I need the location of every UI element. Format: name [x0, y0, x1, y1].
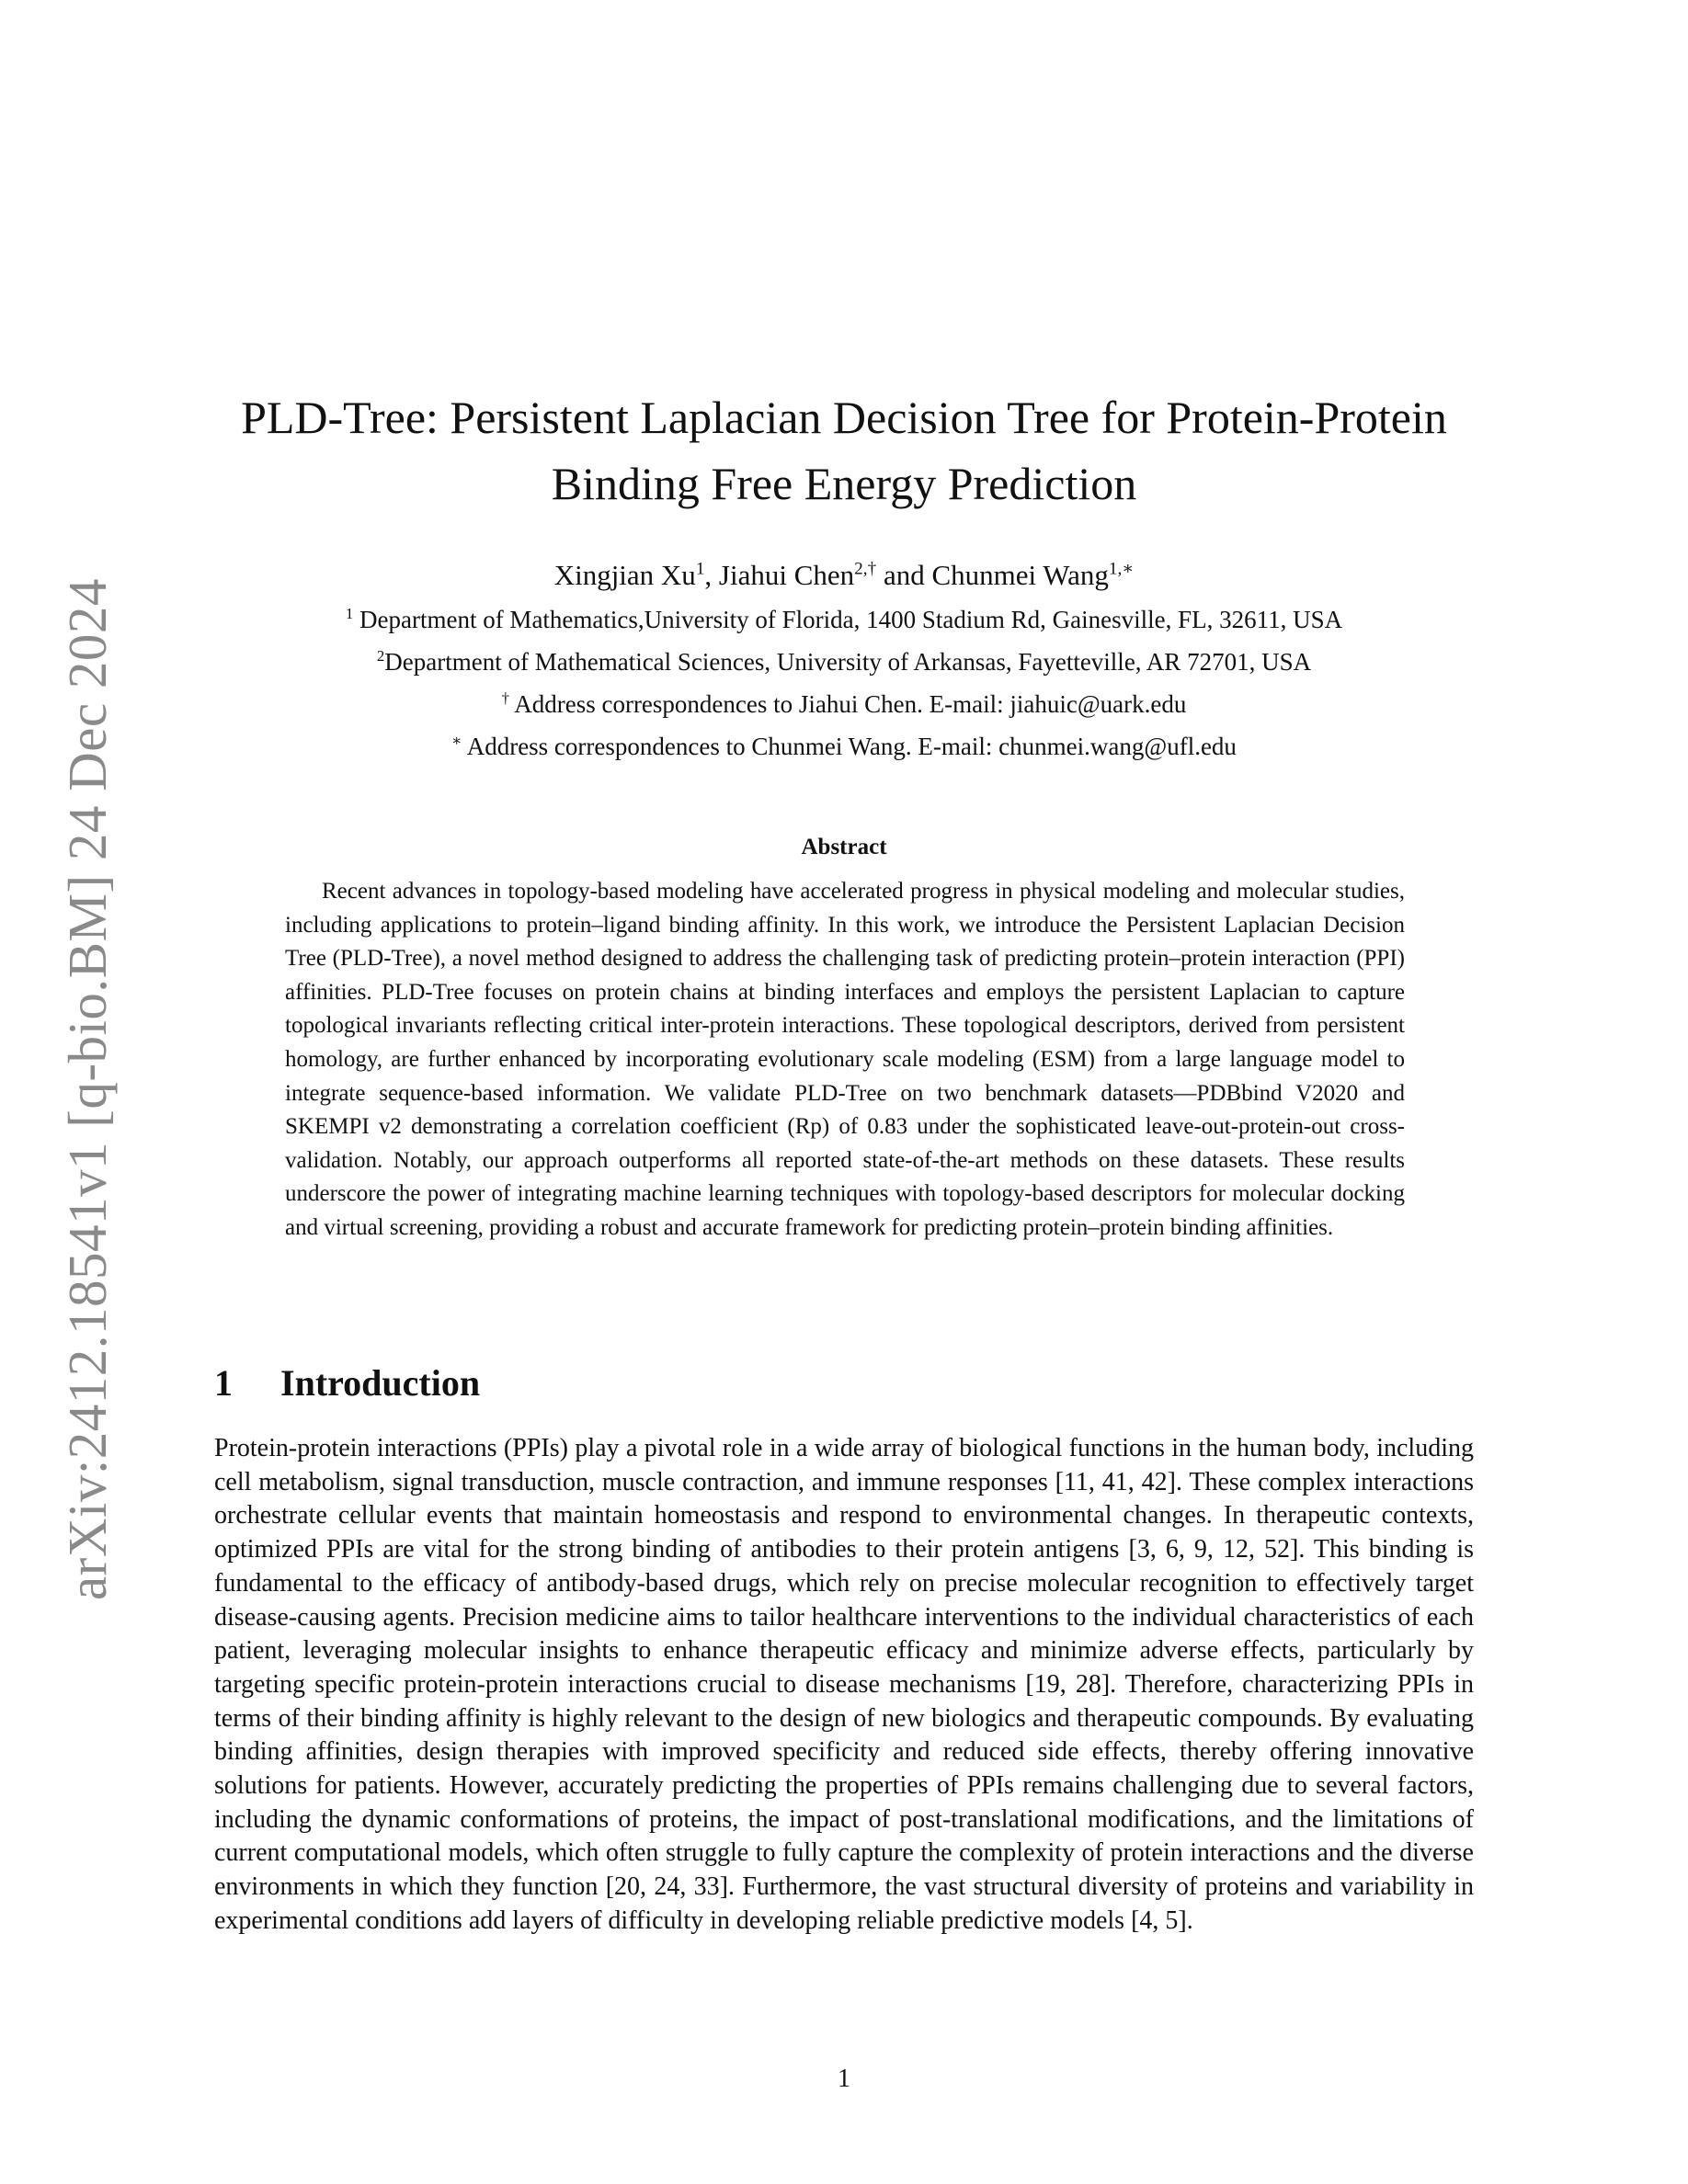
page-number: 1: [838, 2065, 850, 2093]
affiliation-mark: 1: [345, 605, 354, 622]
abstract-heading: Abstract: [801, 835, 887, 859]
correspondence-mark: ∗: [451, 732, 462, 749]
author-name: Chunmei Wang: [931, 559, 1109, 591]
arxiv-identifier-stamp: arXiv:2412.18541v1 [q-bio.BM] 24 Dec 2024: [57, 578, 118, 1600]
abstract-body: Recent advances in topology-based modeling have accelerated progress in physical modeling and molecular studies, including applications to protein–ligand binding affinity. In this work, we introduce the Persistent Laplacian Decision Tree (PLD-Tree), a novel method designed to address the challenging task of predicting protein–protein interaction (PPI) affinities. PLD-Tree focuses on protein chains at binding interfaces and employs the persistent Laplacian to capture topological invariants reflecting critical inter-protein interactions. These topological descriptors, derived from persistent homology, are further enhanced by incorporating evolutionary scale modeling (ESM) from a large language model to integrate sequence-based information. We validate PLD-Tree on two benchmark datasets—PDBbind V2020 and SKEMPI v2 demonstrating a correlation coefficient (Rp) of 0.83 under the sophisticated leave-out-protein-out cross-validation. Notably, our approach outperforms all reported state-of-the-art methods on these datasets. These results underscore the power of integrating machine learning techniques with topology-based descriptors for molecular docking and virtual screening, providing a robust and accurate framework for predicting protein–protein binding affinities.: [285, 879, 1405, 1240]
author-mark: 1: [695, 559, 705, 579]
author-name: Xingjian Xu: [553, 559, 696, 591]
author-mark: 2,†: [854, 559, 877, 579]
affiliation-text: Department of Mathematics,University of Florida, 1400 Stadium Rd, Gainesville, FL, 32611, USA: [353, 606, 1343, 633]
correspondence-text: Address correspondences to Jiahui Chen. E-mail: jiahuic@uark.edu: [508, 690, 1187, 718]
section-title: Introduction: [280, 1362, 481, 1404]
section-number: 1: [214, 1362, 233, 1404]
author-separator: ,: [704, 559, 719, 591]
correspondence-1: [184, 688, 1504, 721]
affiliation-text: Department of Mathematical Sciences, University of Arkansas, Fayetteville, AR 72701, USA: [384, 648, 1312, 676]
correspondence-text: Address correspondences to Chunmei Wang. E-mail: chunmei.wang@ufl.edu: [462, 733, 1237, 760]
title-line-2: Binding Free Energy Prediction: [551, 458, 1137, 509]
affiliation-1: [184, 603, 1504, 636]
author-name: Jiahui Chen: [718, 559, 855, 591]
affiliation-mark: 2: [376, 647, 385, 665]
author-mark: 1,∗: [1108, 559, 1135, 579]
title-line-1: PLD-Tree: Persistent Laplacian Decision Tree for Protein-Protein: [241, 392, 1447, 443]
author-list: [184, 557, 1504, 594]
affiliation-2: [184, 645, 1504, 678]
paper-title: [184, 384, 1504, 517]
correspondence-mark: †: [501, 689, 509, 707]
correspondence-2: [184, 730, 1504, 763]
introduction-paragraph: Protein-protein interactions (PPIs) play a pivotal role in a wide array of biological functions in the human body, including cell metabolism, signal transduction, muscle contraction, and immune responses [11, 41, 42]. These complex interactions orchestrate cellular events that maintain homeostasis and respond to environmental changes. In therapeutic contexts, optimized PPIs are vital for the strong binding of antibodies to their protein antigens [3, 6, 9, 12, 52]. This binding is fundamental to the efficacy of antibody-based drugs, which rely on precise molecular recognition to effectively target disease-causing agents. Precision medicine aims to tailor healthcare interventions to the individual characteristics of each patient, leveraging molecular insights to enhance therapeutic efficacy and minimize adverse effects, particularly by targeting specific protein-protein interactions crucial to disease mechanisms [19, 28]. Therefore, characterizing PPIs in terms of their binding affinity is highly relevant to the design of new biologics and therapeutic compounds. By evaluating binding affinities, design therapies with improved specificity and reduced side effects, thereby offering innovative solutions for patients. However, accurately predicting the properties of PPIs remains challenging due to several factors, including the dynamic conformations of proteins, the impact of post-translational modifications, and the limitations of current computational models, which often struggle to fully capture the complexity of protein interactions and the diverse environments in which they function [20, 24, 33]. Furthermore, the vast structural diversity of proteins and variability in experimental conditions add layers of difficulty in developing reliable predictive models [4, 5].: [214, 1434, 1474, 1935]
section-heading-introduction: [214, 1360, 480, 1406]
author-separator: and: [876, 559, 932, 591]
